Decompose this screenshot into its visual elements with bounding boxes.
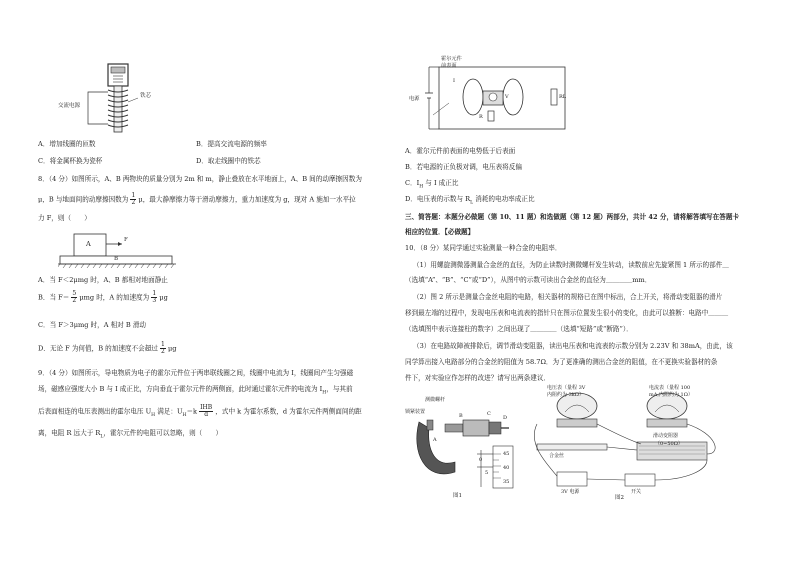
q9-line3-sub2: H [182, 412, 187, 418]
q8-line2-text-a: μ，B 与地面间的动摩擦因数为 [38, 195, 129, 204]
r-label: R [479, 114, 483, 120]
frac-num: 5 [72, 290, 77, 297]
hall-label: 霍尔元件 [441, 56, 462, 62]
q9-optc-a: C．I [405, 179, 420, 187]
q8-line2-text-b: μ，最大静摩擦力等于滑动摩擦力，重力加速度为 g，现对 A 施加一水平拉 [138, 195, 356, 204]
q8-line2 [38, 193, 356, 206]
q7-figure [58, 62, 168, 134]
q7-core-label: 铁芯 [140, 93, 152, 99]
q10-p3-line1: （3）在电路故障被排除后，调节滑动变阻器，读出电压表和电流表的示数分别为 2.23V 和 38mA，由此，该 [413, 342, 733, 350]
q9-figure [409, 55, 569, 140]
q7-option-d: D．取走线圈中的铁芯 [196, 157, 261, 165]
q9-line2-sub: H [322, 390, 327, 396]
block-a-label: A [86, 240, 91, 248]
frac-den: d [204, 411, 209, 418]
v-label: V [505, 94, 509, 100]
q8-option-a: A．当 F＜2μmg 时，A、B 都相对地面静止 [38, 276, 168, 284]
amp-label: 电流表（量程 100 [649, 385, 691, 391]
q9-line4 [38, 429, 222, 441]
q9-line3-c: ＝k [186, 407, 198, 416]
q8-optd-text-a: D．无论 F 为何值，B 的加速度不会超过 [38, 344, 158, 353]
q9-option-d [405, 195, 535, 207]
scale-5: 5 [485, 470, 489, 476]
fig1-title: 图1 [453, 493, 462, 499]
power-label: 电源 [409, 96, 420, 102]
amp-label2: mA,内阻约为 1Ω） [649, 392, 693, 398]
q9-line2-text: 场，磁感应强度大小 B 与 I 成正比，方向垂直于霍尔元件的两侧面，此时通过霍尔元件的电流为 I [38, 385, 323, 393]
rl-label: RL [559, 94, 567, 100]
frac-num: 1 [131, 192, 136, 199]
q9-line3-a: 后表面相连的电压表测出的霍尔电压 U [38, 407, 152, 416]
scale-35: 35 [503, 479, 510, 485]
q9-optd-a: D．电压表的示数与 R [405, 195, 471, 203]
q8-optb-text-b: μmg 时，A 的加速度为 [79, 293, 150, 302]
q9-optd-b: 消耗的电功率成正比 [473, 195, 535, 203]
volt-label2: 内阻约为 3kΩ） [547, 392, 584, 398]
q8-option-b [38, 291, 168, 304]
q9-optc-b: 与 I 成正比 [423, 179, 459, 187]
section3-line2: 相应的位置．【必做题】 [405, 228, 475, 236]
q8-optb-text-a: B．当 F＝ [38, 293, 70, 302]
hall-circuit-diagram [409, 55, 569, 140]
blocks-diagram [58, 230, 178, 272]
q8-option-d [38, 342, 176, 355]
q10-p3-line2: 同学算出接入电路部分的合金丝的阻值为 58.7Ω．为了更准确的测出合金丝的阻值，在不更换实验器材的条 [405, 358, 718, 366]
q9-option-b: B．若电源的正负极对调，电压表将反偏 [405, 163, 522, 171]
q9-option-c [405, 179, 458, 191]
q8-optd-frac [160, 342, 166, 355]
q8-frac-half [130, 193, 136, 206]
force-f-label: F [124, 237, 128, 243]
section3-line1: 三、简答题：本题分必做题（第 10、11 题）和选做题（第 12 题）两部分，共计 42 分，请将解答填写在答题卡 [405, 213, 740, 221]
q9-line4-end: ，霍尔元件的电阻可以忽略，则（ ） [103, 429, 223, 437]
q8-optb-unit: μg [159, 293, 168, 302]
coil-cup-diagram [58, 62, 168, 134]
q10-p3-line3: 件下，对实验应作怎样的改进？请写出两条建议． [405, 374, 551, 382]
q8-option-c: C．当 F＞3μmg 时，A 相对 B 滑动 [38, 321, 147, 329]
q10-line1: 10．（8 分）某同学通过实验测量一种合金的电阻率． [405, 244, 562, 252]
q7-option-c: C．将金属杯换为瓷杯 [38, 157, 103, 165]
q10-figure2 [517, 384, 735, 502]
q9-option-a: A．霍尔元件前表面的电势低于后表面 [405, 147, 516, 155]
rheo-label2: （0~50Ω） [655, 441, 683, 447]
q9-line2 [38, 385, 353, 397]
apparatus-diagram [517, 384, 735, 502]
fig1-a: A [433, 437, 437, 443]
q10-p2-line1: （2）图 2 所示是测量合金丝电阻的电路，相关器材的规格已在图中标出，合上开关，将滑动变阻器的滑片 [413, 293, 723, 301]
screw-label: 测微螺杆 [425, 397, 446, 403]
fig1-c: C [487, 411, 491, 417]
q10-figure1 [405, 392, 517, 502]
q9-line3-d: ，式中 k 为霍尔系数，d 为霍尔元件两侧面间的距 [215, 407, 362, 416]
q8-optd-unit: μg [167, 344, 177, 353]
wire-label: 合金丝 [549, 453, 565, 459]
q9-line3-sub1: H [151, 412, 156, 418]
power-3v-label: 3V 电源 [561, 489, 580, 495]
i-label: I [453, 78, 455, 84]
frac-den: 2 [161, 348, 165, 355]
frac-den: 2 [72, 297, 77, 304]
q9-line2-end: ，与其前 [326, 385, 353, 393]
q8-line1: 8．（4 分）如图所示，A、B 两物块的质量分别为 2m 和 m，静止叠放在水平地面上，A、B 间的动摩擦因数为 [38, 175, 362, 183]
lock-label: 锁紧装置 [405, 409, 426, 415]
scale-0: 0 [479, 457, 483, 463]
q9-line4-text: 离，电阻 R 远大于 R [38, 429, 101, 437]
q8-figure [58, 230, 178, 272]
q9-line3 [38, 405, 362, 420]
fig2-title: 图2 [615, 495, 624, 501]
front-label: 前表面 [441, 63, 457, 69]
q8-optb-frac2 [151, 291, 157, 304]
switch-label: 开关 [631, 489, 642, 495]
q8-line3: 力 F，则（ ） [38, 214, 91, 222]
frac-num: 1 [152, 290, 157, 297]
q9-line1: 9．（4 分）如图所示，导电物质为电子的霍尔元件位于两串联线圈之间，线圈中电流为 I，线圈间产生匀强磁 [38, 369, 354, 377]
q9-line4-sub: L [100, 434, 104, 440]
q7-option-b: B．提高交流电源的频率 [196, 140, 267, 148]
frac-num: IHB [200, 404, 213, 411]
q9-line3-b: 满足：U [155, 407, 183, 416]
q9-optd-sub: L [470, 200, 474, 206]
q7-option-a: A．增加线圈的匝数 [38, 140, 96, 148]
q9-frac [199, 405, 213, 418]
fig1-d: D [503, 415, 508, 421]
scale-45: 45 [503, 451, 510, 457]
frac-den: 2 [131, 199, 136, 206]
rheo-label: 滑动变阻器 [653, 433, 679, 439]
q8-optb-frac1 [71, 291, 77, 304]
block-b-label: B [114, 256, 119, 262]
q7-power-label: 交流电源 [58, 103, 81, 109]
frac-num: 1 [161, 341, 165, 348]
q9-optc-sub: H [419, 184, 424, 190]
q10-p2-line2: 移到最左端的过程中，发现电压表和电流表的指针只在图示位置发生很小的变化，由此可以推断：电路中＿＿＿ [405, 309, 729, 317]
q10-p2-line3: （选填图中表示连接柱的数字）之间出现了＿＿＿＿（选填“短路”或“断路”）． [405, 325, 633, 333]
fig1-b: B [459, 413, 463, 419]
scale-40: 40 [503, 465, 510, 471]
frac-den: 3 [152, 297, 157, 304]
q10-p1-line1: （1）用螺旋测微器测量合金丝的直径，为防止读数时测微螺杆发生转动，读数前应先旋紧图 1 所示的部件＿ [413, 261, 729, 269]
q10-p1-line2: （选填“A”、“B”、“C”或“D”），从图中的示数可读出合金丝的直径为＿＿＿＿mm． [405, 276, 652, 284]
volt-label: 电压表（量程 3V [547, 385, 586, 391]
